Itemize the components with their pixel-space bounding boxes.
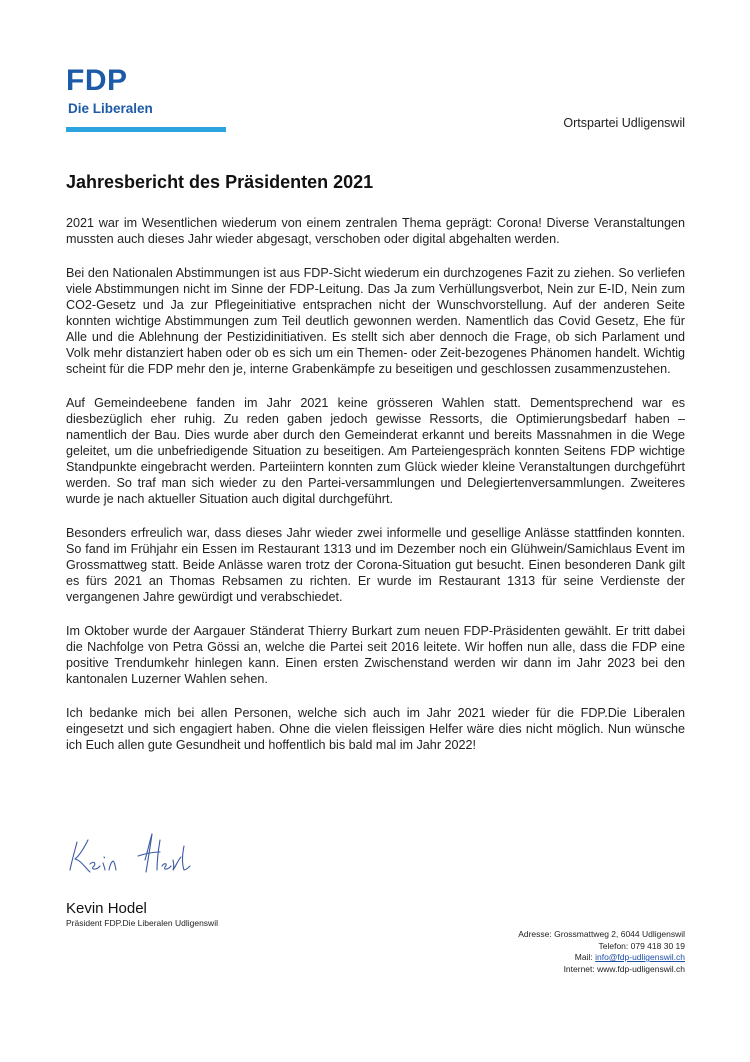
paragraph: Im Oktober wurde der Aargauer Ständerat Thierry Burkart zum neuen FDP-Präsidenten gewählt. Er tritt dabei die Nachfolge von Petra Gössi an, welche die Partei seit 2016 leitete. Wir hoffen nun alle, dass die FDP eine positive Trendumkehr hinlegen kann. Einen ersten Zwischenstand werden wir dann im Jahr 2023 bei den kantonalen Luzerner Wahlen sehen. <box>66 624 685 686</box>
phone-label: Telefon: <box>598 940 629 951</box>
paragraph: 2021 war im Wesentlichen wiederum von einem zentralen Thema geprägt: Corona! Diverse Veranstaltungen mussten auch dieses Jahr wieder abgesagt, verschoben oder digital abgehalten werden. <box>66 216 685 246</box>
signatory-role: Präsident FDP.Die Liberalen Udligenswil <box>66 918 218 928</box>
internet-value: www.fdp-udligenswil.ch <box>597 963 685 974</box>
paragraph: Bei den Nationalen Abstimmungen ist aus FDP-Sicht wiederum ein durchzogenes Fazit zu ziehen. So verliefen viele Abstimmungen nicht im Sinne der FDP-Leitung. Das Ja zum Verhüllungsverbot, Nein zur E-ID, Nein zum CO2-Gesetz und Ja zur Pflegeinitiative entsprachen nicht der Wunschvorstellung. Auf der anderen Seite konnten wichtige Abstimmungen zum Teil deutlich gewonnen werden. Namentlich das Covid Gesetz, Ehe für Alle und die Ablehnung der Pestizidinitiativen. Es stellt sich aber dennoch die Frage, ob sich Parlament und Volk mehr distanziert haben oder ob es sich um ein Themen- oder Zeit-bezogenes Phänomen handelt. Wichtig scheint für die FDP mehr den je, interne Grabenkämpfe zu beseitigen und geschlossen zusammenzustehen. <box>66 266 685 376</box>
logo-subtitle: Die Liberalen <box>68 101 153 116</box>
paragraph: Ich bedanke mich bei allen Personen, welche sich auch im Jahr 2021 wieder für die FDP.Die Liberalen eingesetzt und sich engagiert haben. Ohne die vielen fleissigen Helfer wäre dies nicht möglich. Nun wünsche ich Euch allen gute Gesundheit und hoffentlich bis bald mal im Jahr 2022! <box>66 706 685 752</box>
contact-block <box>518 929 685 975</box>
contact-internet <box>518 964 685 976</box>
paragraph: Besonders erfreulich war, dass dieses Jahr wieder zwei informelle und gesellige Anlässe stattfinden konnten. So fand im Frühjahr ein Essen im Restaurant 1313 und im Dezember noch ein Glühwein/Samichlaus Event im Grossmattweg statt. Beide Anlässe waren trotz der Corona-Situation gut besucht. Einen besonderen Dank gilt es fürs 2021 an Thomas Rebsamen zu richten. Er wurde im Restaurant 1313 für seine Verdienste der vergangenen Jahre gewürdigt und verabschiedet. <box>66 526 685 604</box>
page-title: Jahresbericht des Präsidenten 2021 <box>66 172 374 192</box>
contact-mail <box>518 952 685 964</box>
phone-value: 079 418 30 19 <box>630 940 685 951</box>
paragraph: Auf Gemeindeebene fanden im Jahr 2021 keine grösseren Wahlen statt. Dementsprechend war es diesbezüglich eher ruhig. Zu reden gaben jedoch gewisse Ressorts, die Optimierungsbedarf haben – namentlich der Bau. Dies wurde aber durch den Gemeinderat erkannt und bereits Massnahmen in die Wege geleitet, um die unbefriedigende Situation zu beseitigen. Am Parteiengespräch konnten Seitens FDP wichtige Standpunkte eingebracht werden. Parteiintern konnten zum Glück wieder kleine Veranstaltungen durchgeführt werden. So traf man sich wieder zu den Partei-versammlungen und Delegiertenversammlungen. Zweiteres wurde je nach aktueller Situation auch digital durchgeführt. <box>66 396 685 506</box>
fdp-logo <box>66 66 226 134</box>
address-value: Grossmattweg 2, 6044 Udligenswil <box>554 929 685 939</box>
signatory-name: Kevin Hodel <box>66 900 147 917</box>
contact-address <box>518 929 685 941</box>
internet-label: Internet: <box>563 963 595 974</box>
logo-wordmark: FDP <box>66 64 128 97</box>
contact-phone <box>518 941 685 953</box>
handwritten-signature <box>66 830 196 880</box>
report-body <box>66 215 685 771</box>
logo-underline-bar <box>66 127 226 132</box>
org-name: Ortspartei Udligenswil <box>563 116 685 130</box>
address-label: Adresse: <box>518 929 552 939</box>
mail-link[interactable]: info@fdp-udligenswil.ch <box>595 952 685 962</box>
mail-label: Mail: <box>574 952 593 962</box>
